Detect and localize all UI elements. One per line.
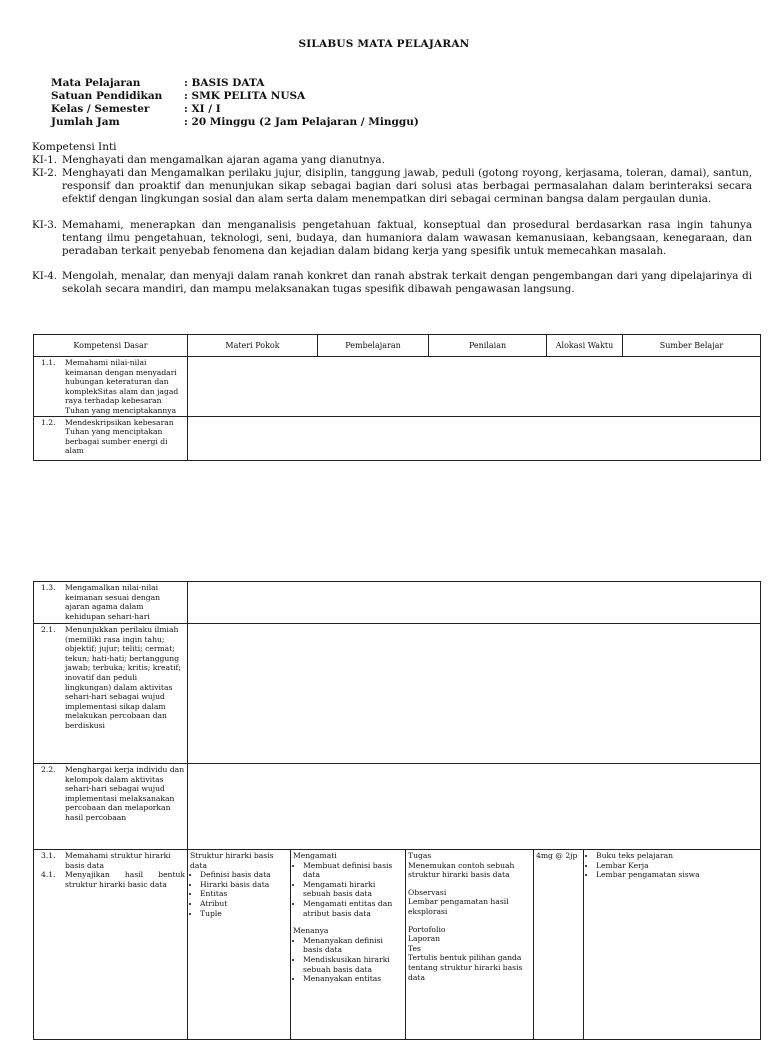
section-heading: Portofolio	[408, 924, 446, 934]
kd-text: Mendeskripsikan kebesaran Tuhan yang menciptakan berbagai sumber energi di alam	[65, 417, 174, 456]
kd-text: Mengamalkan nilai-nilai keimanan sesuai dengan ajaran agama dalam kehidupan sehari-hari	[65, 583, 161, 621]
kd-subitem	[34, 870, 185, 889]
kompetensi-inti-heading: Kompetensi Inti	[32, 141, 117, 153]
identity-label: Mata Pelajaran	[51, 77, 141, 89]
kd-text: Memahami nilai-nilai keimanan dengan menyadari hubungan keteraturan dan komplekSitas alam dan jagad raya terhadap kebesaran Tuhan yang menciptakannya	[65, 358, 179, 415]
kd-text: Memahami struktur hirarki basis data	[65, 851, 171, 870]
page-title: SILABUS MATA PELAJARAN	[298, 38, 470, 50]
list-item: • Mendiskusikan hirarki sebuah basis data	[303, 955, 403, 974]
penilaian-text: Tertulis bentuk pilihan ganda tentang struktur hirarki basis data	[408, 953, 523, 982]
section-heading: Tes	[408, 943, 421, 953]
table-row	[34, 850, 761, 1040]
empty-cell	[188, 582, 761, 624]
section-heading: Observasi	[408, 887, 447, 897]
identity-value: : 20 Minggu (2 Jam Pelajaran / Minggu)	[184, 116, 419, 128]
list-item: • Definisi basis data	[200, 870, 288, 880]
ki-text: Memahami, menerapkan dan menganalisis pengetahuan faktual, konseptual dan prosedural berdasarkan rasa ingin tahunya tentang ilmu pengetahuan, teknologi, seni, budaya, dan humaniora dalam wawasan kemanusiaan, kebangsaan, kenegaraan, dan peradaban terkait penyebab fenomena dan kejadian dalam bidang kerja yang spesifik untuk memecahkan masalah.	[62, 219, 752, 257]
materi-list	[190, 870, 288, 918]
kd-cell	[34, 624, 188, 764]
sumber-list	[586, 851, 758, 880]
pembelajaran-cell	[291, 850, 406, 1040]
kd-number: 2.2.	[41, 765, 56, 774]
kd-number: 1.3.	[41, 583, 56, 592]
list-item: • Entitas	[200, 889, 288, 899]
kd-number: 4.1.	[41, 870, 56, 880]
penilaian-text: Lembar pengamatan hasil eksplorasi	[408, 897, 509, 916]
kd-cell	[34, 357, 188, 417]
ki-text: Mengolah, menalar, dan menyaji dalam ranah konkret dan ranah abstrak terkait dengan pengembangan dari yang dipelajarinya di sekolah secara mandiri, dan mampu melaksanakan tugas spesifik dibawah pengawasan langsung.	[62, 270, 752, 295]
empty-cell	[188, 416, 761, 460]
syllabus-table-1	[33, 334, 761, 461]
list-item: • Atribut	[200, 899, 288, 909]
table-row	[34, 624, 761, 764]
list-item: • Hirarki basis data	[200, 880, 288, 890]
pembelajaran-list	[293, 861, 403, 919]
kd-number: 2.1.	[41, 625, 56, 634]
ki-item	[32, 219, 752, 258]
ki-number: KI-4.	[32, 270, 58, 282]
kd-cell	[34, 764, 188, 850]
column-header: Pembelajaran	[318, 335, 429, 357]
penilaian-text: Menemukan contoh sebuah struktur hirarki basis data	[408, 860, 515, 880]
empty-cell	[188, 764, 761, 850]
ki-item	[32, 167, 752, 206]
identity-value: : BASIS DATA	[184, 77, 265, 89]
identity-label: Jumlah Jam	[51, 116, 120, 128]
list-item: • Menanyakan entitas	[303, 974, 403, 984]
kd-cell	[34, 850, 188, 1040]
kd-number: 1.2.	[41, 417, 56, 427]
alokasi-cell: 4mg @ 2jp	[534, 850, 584, 1040]
section-heading: Menanya	[293, 926, 329, 936]
penilaian-text: Laporan	[408, 934, 441, 944]
table-row	[34, 764, 761, 850]
column-header: Sumber Belajar	[623, 335, 761, 357]
ki-number: KI-2.	[32, 167, 58, 179]
table-row	[34, 416, 761, 460]
sumber-cell	[584, 850, 761, 1040]
list-item: • Lembar pengamatan siswa	[596, 870, 758, 880]
ki-number: KI-3.	[32, 219, 58, 231]
table-header-row	[34, 335, 761, 357]
list-item: • Menanyakan definisi basis data	[303, 936, 403, 955]
pembelajaran-list	[293, 936, 403, 984]
column-header: Penilaian	[429, 335, 547, 357]
ki-item	[32, 154, 752, 167]
ki-item	[32, 270, 752, 296]
section-heading: Tugas	[408, 851, 432, 860]
kd-number: 1.1.	[41, 358, 56, 367]
penilaian-cell	[406, 850, 534, 1040]
section-heading: Mengamati	[293, 851, 337, 860]
empty-cell	[188, 357, 761, 417]
list-item: • Tuple	[200, 909, 288, 919]
ki-number: KI-1.	[32, 154, 58, 166]
kd-number: 3.1.	[41, 851, 56, 860]
syllabus-table-2	[33, 581, 761, 1040]
list-item: • Buku teks pelajaran	[596, 851, 758, 861]
list-item: • Lembar Kerja	[596, 861, 758, 871]
list-item: • Membuat definisi basis data	[303, 861, 403, 880]
identity-value: : SMK PELITA NUSA	[184, 90, 306, 102]
identity-value: : XI / I	[184, 103, 221, 115]
column-header: Alokasi Waktu	[547, 335, 623, 357]
kd-text: Menyajikan hasil bentuk struktur hirarki basic data	[65, 870, 185, 889]
column-header: Kompetensi Dasar	[34, 335, 188, 357]
table-row	[34, 357, 761, 417]
kd-cell	[34, 582, 188, 624]
materi-title: Struktur hirarki basis data	[190, 851, 274, 870]
list-item: • Mengamati entitas dan atribut basis data	[303, 899, 403, 918]
column-header: Materi Pokok	[188, 335, 318, 357]
identity-label: Satuan Pendidikan	[51, 90, 163, 102]
kd-text: Menunjukkan perilaku ilmiah (memiliki rasa ingin tahu; objektif; jujur; teliti; cermat; tekun; hati-hati; bertanggung jawab; terbuka; kritis; kreatif; inovatif dan peduli lingkungan) dalam aktivitas sehari-hari sebagai wujud implementasi sikap dalam melakukan percobaan dan berdiskusi	[65, 625, 181, 730]
kd-cell	[34, 416, 188, 460]
ki-text: Menghayati dan Mengamalkan perilaku jujur, disiplin, tanggung jawab, peduli (gotong royong, kerjasama, toleran, damai), santun, responsif dan proaktif dan menunjukan sikap sebagai bagian dari solusi atas berbagai permasalahan dalam berinteraksi secara efektif dengan lingkungan sosial dan alam serta dalam menempatkan diri sebagai cerminan bangsa dalam pergaulan dunia.	[62, 167, 752, 205]
empty-cell	[188, 624, 761, 764]
materi-cell	[188, 850, 291, 1040]
list-item: • Mengamati hirarki sebuah basis data	[303, 880, 403, 899]
ki-text: Menghayati dan mengamalkan ajaran agama yang dianutnya.	[62, 154, 385, 166]
kd-text: Menghargai kerja individu dan kelompok dalam aktivitas sehari-hari sebagai wujud implementasi melaksanakan percobaan dan melaporkan hasil percobaan	[65, 765, 185, 822]
identity-label: Kelas / Semester	[51, 103, 150, 115]
table-row	[34, 582, 761, 624]
